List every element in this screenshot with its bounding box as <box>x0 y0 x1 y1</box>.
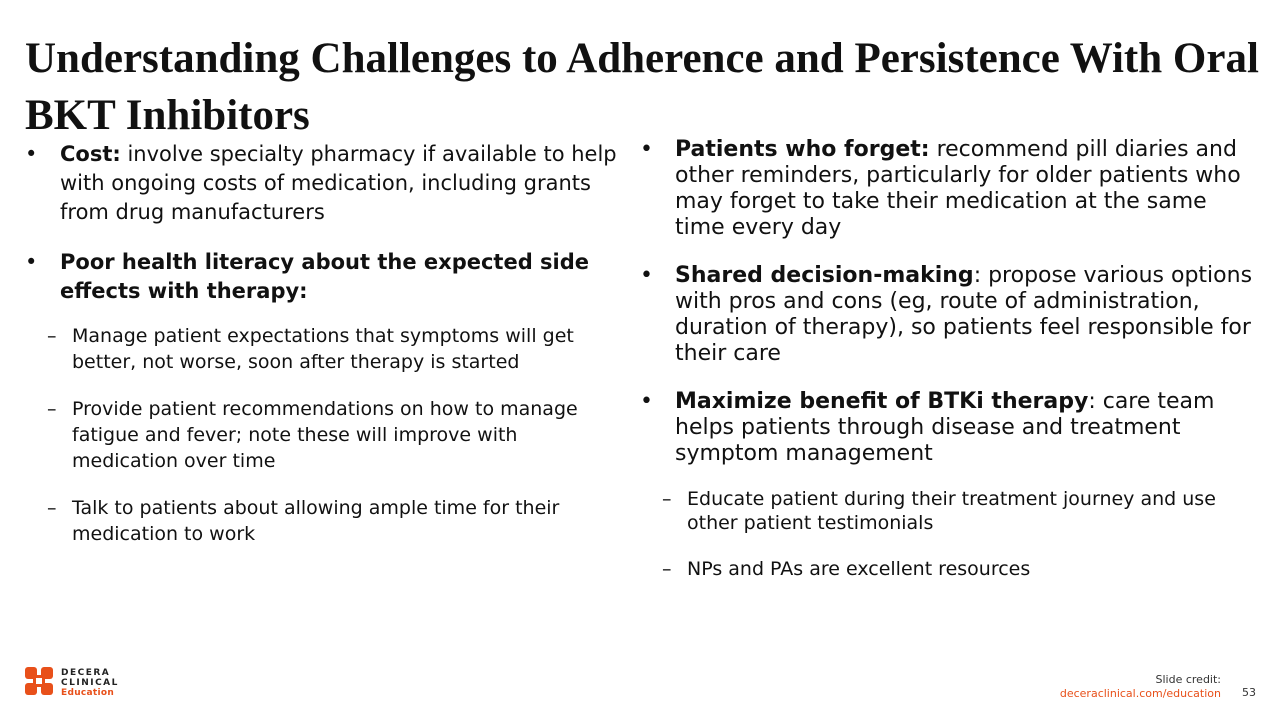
bullet-health-literacy <box>25 248 625 306</box>
sub-bullet-text: Talk to patients about allowing ample time for their medication to work <box>72 497 560 545</box>
sub-bullet-ample-time <box>25 495 625 547</box>
left-column <box>25 140 625 547</box>
bullet-heading: Maximize benefit of BTKi therapy <box>675 389 1089 414</box>
dash-marker: – <box>47 398 57 420</box>
bullet-heading: Cost: <box>60 142 121 166</box>
bullet-patients-forget <box>640 137 1260 241</box>
bullet-maximize-benefit <box>640 389 1260 467</box>
bullet-cost <box>25 140 625 227</box>
dash-marker: – <box>662 558 672 580</box>
dash-marker: – <box>662 488 672 510</box>
bullet-text: : care team helps patients through disease and treatment symptom management <box>675 389 1215 466</box>
sub-bullet-text: Provide patient recommendations on how to manage fatigue and fever; note these will improve with medication over time <box>72 398 578 472</box>
bullet-marker: • <box>640 263 653 288</box>
sub-bullet-expectations <box>25 323 625 375</box>
bullet-marker: • <box>640 137 653 162</box>
sub-bullet-recommendations <box>25 396 625 474</box>
bullet-marker: • <box>25 142 38 166</box>
bullet-marker: • <box>25 250 38 274</box>
page-number: 53 <box>1242 686 1256 699</box>
slide-title: Understanding Challenges to Adherence and Persistence With Oral BKT Inhibitors <box>25 35 1259 139</box>
bullet-text: recommend pill diaries and other reminders, particularly for older patients who may forget to take their medication at the same time every day <box>675 137 1241 240</box>
bullet-marker: • <box>640 389 653 414</box>
right-column <box>640 137 1260 581</box>
bullet-heading: Poor health literacy about the expected side effects with therapy: <box>60 250 590 303</box>
bullet-shared-decision <box>640 263 1260 367</box>
logo-line-education: Education <box>61 688 115 698</box>
slide-credit <box>1060 673 1221 701</box>
bullet-heading: Shared decision-making <box>675 263 974 288</box>
logo-wordmark <box>61 668 181 698</box>
sub-bullet-educate <box>640 487 1260 535</box>
bullet-heading: Patients who forget: <box>675 137 930 162</box>
dash-marker: – <box>47 497 57 519</box>
logo-line-decera: DECERA <box>61 668 111 678</box>
credit-link[interactable]: deceraclinical.com/education <box>1059 687 1221 700</box>
dash-marker: – <box>47 325 57 347</box>
sub-bullet-text: NPs and PAs are excellent resources <box>687 558 1031 580</box>
sub-bullet-text: Educate patient during their treatment journey and use other patient testimonials <box>687 488 1216 534</box>
decera-logo-icon <box>25 667 53 695</box>
logo-line-clinical: CLINICAL <box>61 678 119 688</box>
sub-bullet-nps-pas <box>640 557 1260 581</box>
bullet-text: : propose various options with pros and cons (eg, route of administration, duration of therapy), so patients feel responsible for their care <box>675 263 1253 366</box>
sub-bullet-text: Manage patient expectations that symptoms will get better, not worse, soon after therapy is started <box>72 325 574 373</box>
bullet-text: involve specialty pharmacy if available to help with ongoing costs of medication, including grants from drug manufacturers <box>60 142 617 224</box>
credit-label: Slide credit: <box>1155 673 1221 686</box>
